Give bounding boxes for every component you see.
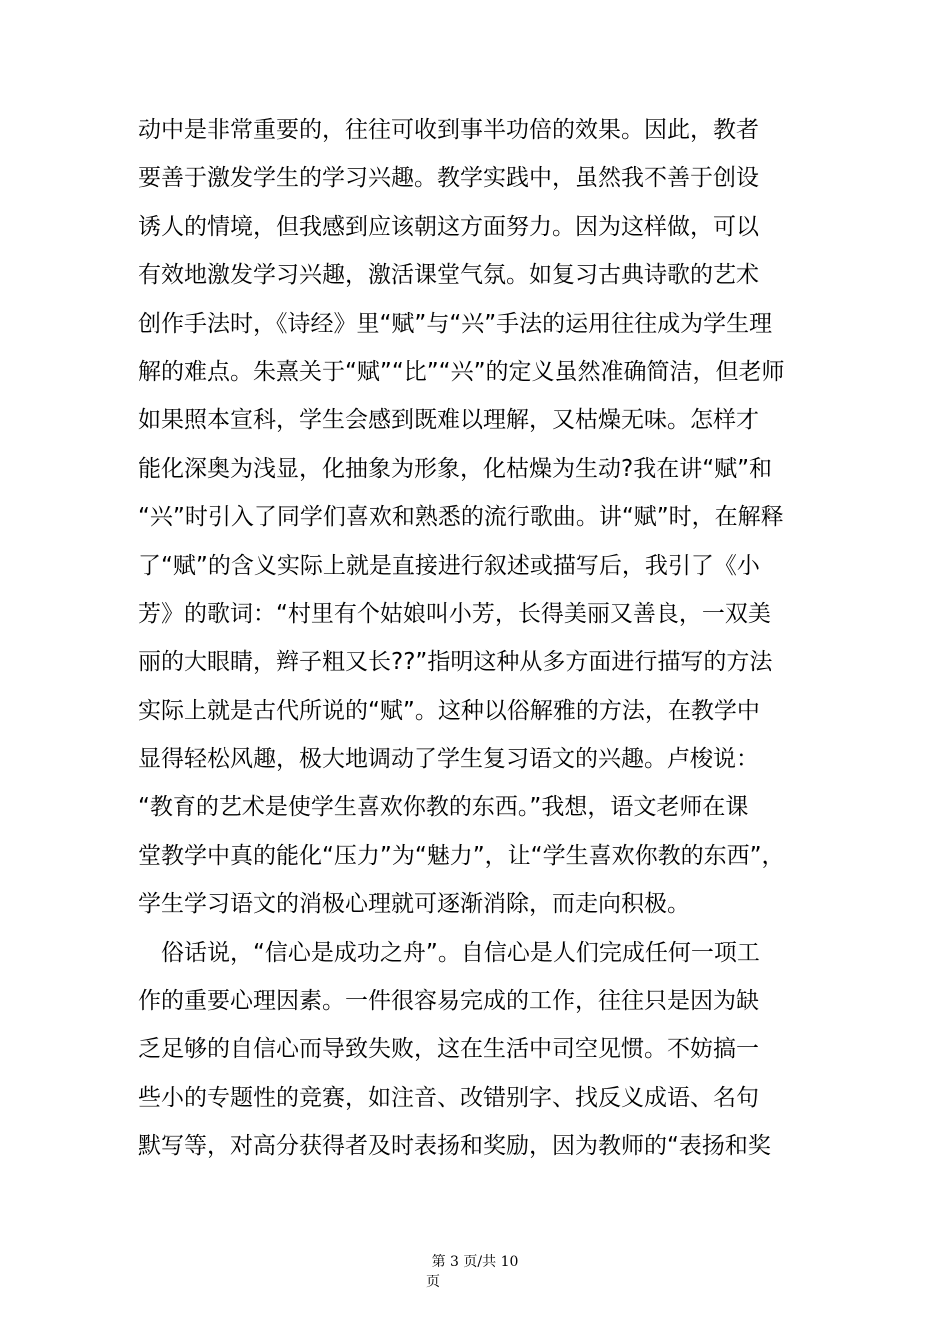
text-line: 丽的大眼睛，辫子粗又长??”指明这种从多方面进行描写的方法 <box>138 649 773 676</box>
page-number-line-1: 第 3 页/共 10 <box>431 1254 519 1270</box>
page-number-line-2: 页 <box>426 1274 440 1290</box>
text-line: 如果照本宣科，学生会感到既难以理解，又枯燥无味。怎样才 <box>138 407 759 434</box>
text-line: 有效地激发学习兴趣，激活课堂气氛。如复习古典诗歌的艺术 <box>138 262 759 289</box>
text-line: 俗话说，“信心是成功之舟”。自信心是人们完成任何一项工 <box>138 939 760 966</box>
text-line: “兴”时引入了同学们喜欢和熟悉的流行歌曲。讲“赋”时，在解释 <box>138 504 784 531</box>
text-line: 诱人的情境，但我感到应该朝这方面努力。因为这样做，可以 <box>138 213 759 240</box>
text-line: 实际上就是古代所说的“赋”。这种以俗解雅的方法，在教学中 <box>138 697 760 724</box>
text-line: 显得轻松风趣，极大地调动了学生复习语文的兴趣。卢梭说： <box>138 746 759 773</box>
document-body <box>138 106 828 1171</box>
text-line: 作的重要心理因素。一件很容易完成的工作，往往只是因为缺 <box>138 988 759 1015</box>
text-line: 默写等，对高分获得者及时表扬和奖励，因为教师的“表扬和奖 <box>138 1133 771 1160</box>
text-line: 解的难点。朱熹关于“赋”“比”“兴”的定义虽然准确简洁，但老师 <box>138 358 785 385</box>
text-line: 动中是非常重要的，往往可收到事半功倍的效果。因此，教者 <box>138 117 759 143</box>
text-line: 要善于激发学生的学习兴趣。教学实践中，虽然我不善于创设 <box>138 165 759 192</box>
text-line: 芳》的歌词：“村里有个姑娘叫小芳，长得美丽又善良，一双美 <box>138 600 771 627</box>
text-line: 能化深奥为浅显，化抽象为形象，化枯燥为生动?我在讲“赋”和 <box>138 455 773 482</box>
text-line: 乏足够的自信心而导致失败，这在生活中司空见惯。不妨搞一 <box>138 1036 759 1063</box>
text-line: 了“赋”的含义实际上就是直接进行叙述或描写后，我引了《小 <box>138 552 760 579</box>
page-footer <box>0 1252 950 1292</box>
text-line: “教育的艺术是使学生喜欢你教的东西。”我想，语文老师在课 <box>138 794 749 821</box>
text-line: 创作手法时，《诗经》里“赋”与“兴”手法的运用往往成为学生理 <box>138 310 773 337</box>
text-line: 堂教学中真的能化“压力”为“魅力”，让“学生喜欢你教的东西”， <box>138 842 785 869</box>
text-line: 学生学习语文的消极心理就可逐渐消除，而走向积极。 <box>138 891 690 918</box>
text-line: 些小的专题性的竞赛，如注音、改错别字、找反义成语、名句 <box>138 1084 759 1111</box>
